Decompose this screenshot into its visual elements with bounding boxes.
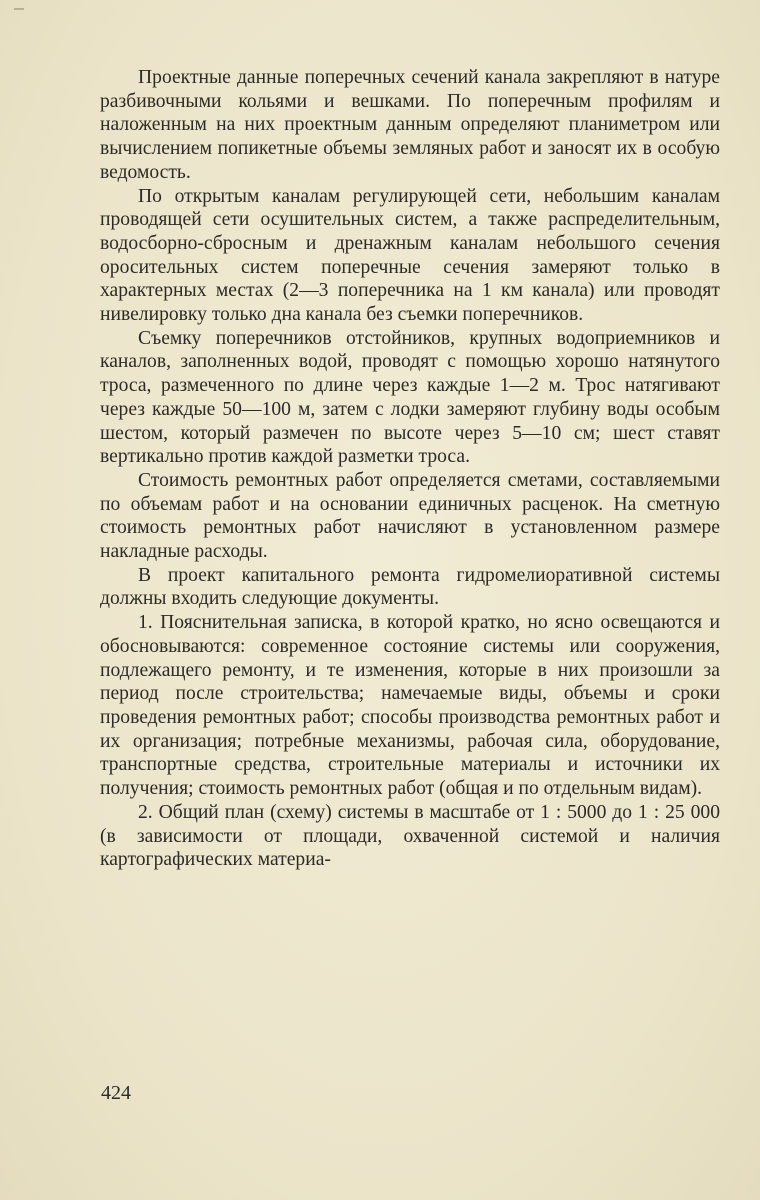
paragraph-6: 1. Пояснительная записка, в которой кратко, но ясно освещаются и обосновываются: современное состояние системы или сооружения, подлежащего ремонту, и те изменения, которые в них произошли за период после строительства; намечаемые виды, объемы и сроки проведения ремонтных работ; способы производства ремонтных работ и их организация; потребные механизмы, рабочая сила, оборудование, транспортные средства, строительные материалы и источники их получения; стоимость ремонтных работ (общая и по отдельным видам). (100, 612, 720, 800)
page-number: 424 (101, 1082, 131, 1104)
paragraph-4: Стоимость ремонтных работ определяется сметами, составляемыми по объемам работ и на основании единичных расценок. На сметную стоимость ремонтных работ начисляют в установленном размере накладные расходы. (100, 469, 720, 563)
paragraph-5: В проект капитального ремонта гидромелиоративной системы должны входить следующие документы. (100, 564, 720, 610)
print-mark (14, 8, 24, 10)
body-text (100, 66, 720, 872)
paragraph-7: 2. Общий план (схему) системы в масштабе от 1 : 5000 до 1 : 25 000 (в зависимости от площади, охваченной системой и наличия картографических материа- (100, 801, 720, 871)
paragraph-1: Проектные данные поперечных сечений канала закрепляют в натуре разбивочными кольями и вешками. По поперечным профилям и наложенным на них проектным данным определяют планиметром или вычислением попикетные объемы земляных работ и заносят их в особую ведомость. (100, 67, 720, 183)
paragraph-2: По открытым каналам регулирующей сети, небольшим каналам проводящей сети осушительных систем, а также распределительным, водосборно-сбросным и дренажным каналам небольшого сечения оросительных систем поперечные сечения замеряют только в характерных местах (2—3 поперечника на 1 км канала) или проводят нивелировку только дна канала без съемки поперечников. (100, 185, 720, 326)
paragraph-3: Съемку поперечников отстойников, крупных водоприемников и каналов, заполненных водой, проводят с помощью хорошо натянутого троса, размеченного по длине через каждые 1—2 м. Трос натягивают через каждые 50—100 м, затем с лодки замеряют глубину воды особым шестом, который размечен по высоте через 5—10 см; шест ставят вертикально против каждой разметки троса. (100, 327, 720, 468)
